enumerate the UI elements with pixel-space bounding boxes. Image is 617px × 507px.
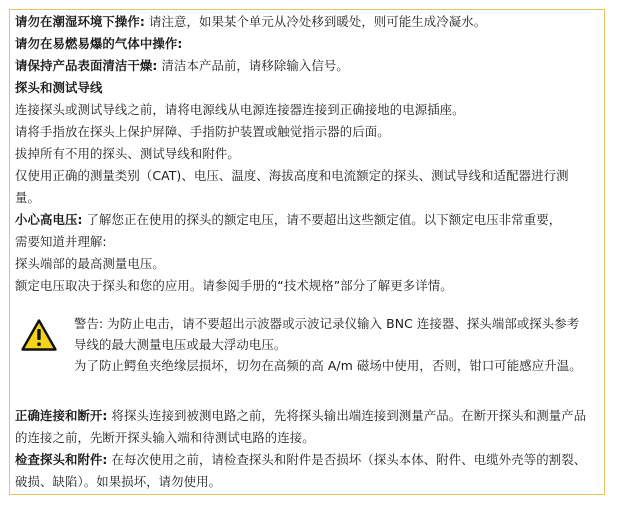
probes-heading — [15, 77, 595, 99]
warning-line-3: 为了防止鳄鱼夹绝缘层损坏，切勿在高频的高 A/m 磁场中使用，否则，钳口可能感应升温。 — [74, 358, 582, 373]
inspect-text: 在每次使用之前，请检查探头和附件是否损坏（探头本体、附件、电缆外壳等的割裂、 — [107, 452, 587, 467]
connect-heading: 正确连接和断开: — [15, 408, 108, 423]
connect-warning — [15, 405, 595, 427]
explosive-heading: 请勿在易燃易爆的气体中操作: — [15, 36, 183, 51]
voltage-text: 了解您正在使用的探头的额定电压，请不要超出这些额定值。以下额定电压非常重要， — [82, 212, 562, 227]
humid-heading: 请勿在潮湿环境下操作: — [15, 14, 145, 29]
clean-text: 清洁本产品前，请移除输入信号。 — [157, 58, 349, 73]
connect-text: 将探头连接到被测电路之前，先将探头输出端连接到测量产品。在断开探头和测量产品 — [107, 408, 587, 423]
probes-line-3: 拔掉所有不用的探头、测试导线和附件。 — [15, 146, 240, 161]
voltage-line-2: 探头端部的最高测量电压。 — [15, 256, 165, 271]
clean-warning — [15, 55, 595, 77]
warning-line-1 — [74, 313, 599, 334]
probes-line-1: 连接探头或测试导线之前，请将电源线从电源连接器连接到正确接地的电源插座。 — [15, 102, 465, 117]
warning-line-1-text: 为防止电击，请不要超出示波器或示波记录仪输入 BNC 连接器、探头端部或探头参考 — [103, 316, 580, 331]
voltage-warning — [15, 209, 595, 231]
humid-warning — [15, 11, 595, 33]
explosive-warning — [15, 33, 595, 55]
probes-line-4: 仅使用正确的测量类别（CAT)、电压、温度、海拔高度和电流额定的探头、测试导线和适配器进行测 — [15, 168, 569, 183]
connect-line-2: 的连接之前，先断开探头输入端和待测试电路的连接。 — [15, 430, 315, 445]
inspect-warning — [15, 449, 595, 471]
voltage-line-1: 需要知道并理解: — [15, 234, 107, 249]
warning-label: 警告: — [74, 316, 104, 331]
voltage-heading: 小心高电压: — [15, 212, 83, 227]
warning-triangle-icon — [21, 319, 57, 351]
probes-line-5: 量。 — [15, 190, 40, 205]
clean-heading: 请保持产品表面清洁干燥: — [15, 58, 158, 73]
inspect-line-2: 破损、缺陷）。如果损坏，请勿使用。 — [15, 474, 222, 489]
inspect-heading: 检查探头和附件: — [15, 452, 108, 467]
warning-line-2: 导线的最大测量电压或最大浮动电压。 — [74, 337, 287, 352]
probes-heading-text: 探头和测试导线 — [15, 80, 103, 95]
voltage-line-3: 额定电压取决于探头和您的应用。请参阅手册的“技术规格”部分了解更多详情。 — [15, 278, 453, 293]
safety-document — [15, 11, 595, 493]
humid-text: 请注意，如果某个单元从冷处移到暖处，则可能生成冷凝水。 — [144, 14, 487, 29]
warning-block — [15, 313, 595, 393]
probes-line-2: 请将手指放在探头上保护屏障、手指防护装置或触觉指示器的后面。 — [15, 124, 390, 139]
warning-text — [74, 313, 599, 376]
